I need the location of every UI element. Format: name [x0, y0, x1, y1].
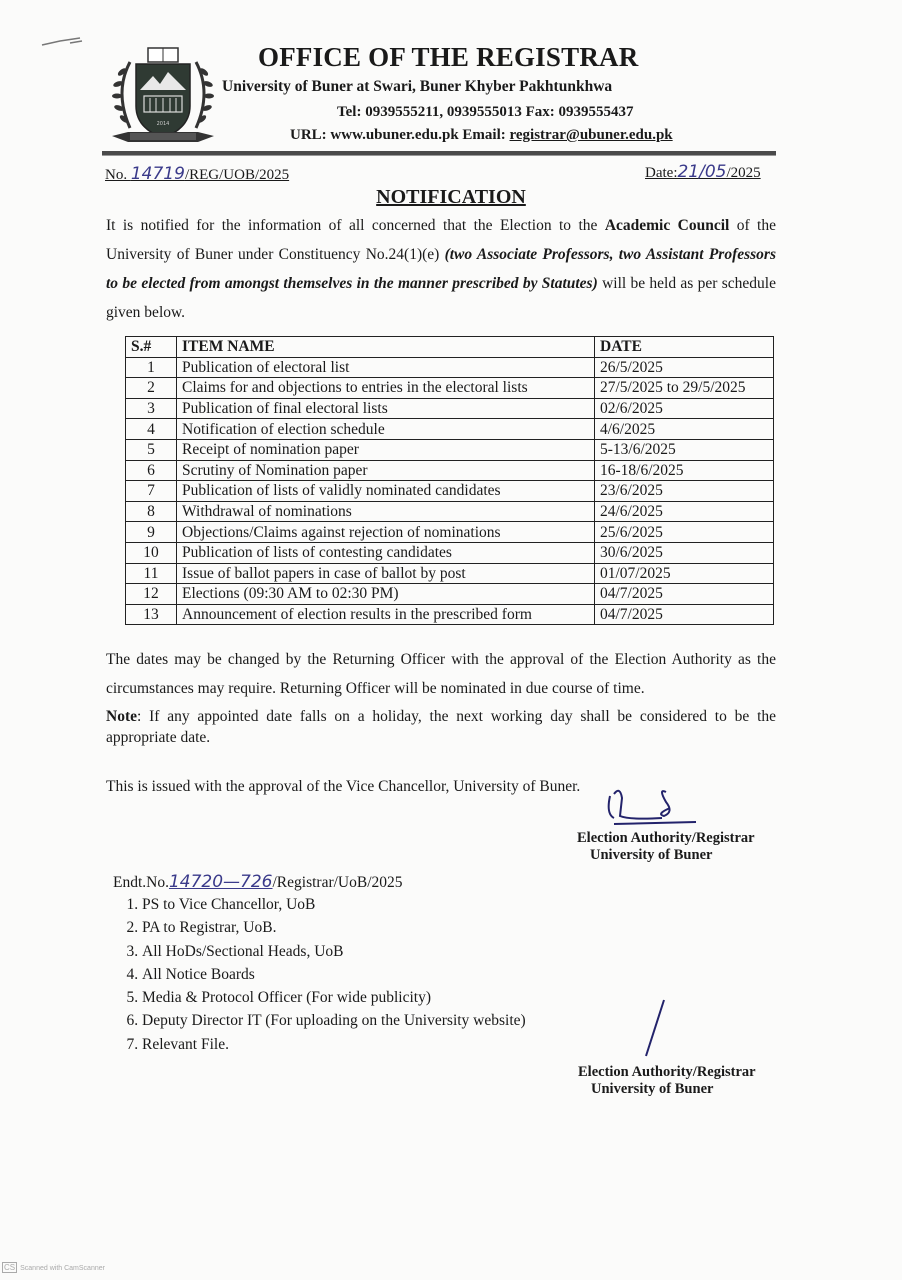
row-date: 04/7/2025 [595, 584, 774, 605]
table-row [126, 398, 774, 419]
table-row [126, 501, 774, 522]
notification-date [645, 162, 761, 182]
distribution-item: 5. Media & Protocol Officer (For wide publicity) [142, 986, 526, 1009]
election-schedule-table [125, 336, 774, 625]
row-item: Receipt of nomination paper [177, 439, 595, 460]
row-date: 23/6/2025 [595, 481, 774, 502]
distribution-item: 3. All HoDs/Sectional Heads, UoB [142, 940, 526, 963]
date-label: Date: [645, 165, 678, 181]
endorsement-prefix: Endt.No. [113, 874, 169, 891]
signatory-title: Election Authority/Registrar [577, 830, 755, 846]
intro-text-1: It is notified for the information of all concerned that the Election to the [106, 217, 605, 234]
reference-suffix: /REG/UOB/2025 [184, 167, 290, 183]
row-sn: 7 [126, 481, 177, 502]
row-sn: 1 [126, 357, 177, 378]
row-date: 01/07/2025 [595, 563, 774, 584]
reference-prefix: No. [105, 167, 131, 183]
row-date: 16-18/6/2025 [595, 460, 774, 481]
table-row [126, 584, 774, 605]
row-item: Publication of lists of contesting candidates [177, 542, 595, 563]
email-link[interactable]: registrar@ubuner.edu.pk [509, 127, 673, 143]
university-crest-icon [108, 42, 218, 150]
signatory-org-2: University of Buner [591, 1081, 714, 1097]
row-date: 4/6/2025 [595, 419, 774, 440]
reference-number [105, 164, 289, 184]
row-sn: 6 [126, 460, 177, 481]
note-text: : If any appointed date falls on a holiday, the next working day shall be considered to be the appropriate date. [106, 708, 776, 746]
row-item: Publication of final electoral lists [177, 398, 595, 419]
header-date: DATE [595, 337, 774, 358]
row-sn: 8 [126, 501, 177, 522]
signatory-block [577, 830, 755, 864]
endorsement-number [113, 872, 403, 892]
signatory-org: University of Buner [590, 847, 713, 863]
row-date: 02/6/2025 [595, 398, 774, 419]
handwritten-endorsement: 14720—726 [168, 872, 273, 892]
table-header-row [126, 337, 774, 358]
row-sn: 2 [126, 378, 177, 399]
table-row [126, 419, 774, 440]
handwritten-date: 21/05 [677, 162, 727, 182]
office-title: OFFICE OF THE REGISTRAR [258, 42, 639, 72]
intro-text-2: of the University of Buner under Constituency No.24(1)(e) [106, 217, 776, 263]
row-date: 30/6/2025 [595, 542, 774, 563]
table-row [126, 481, 774, 502]
row-date: 25/6/2025 [595, 522, 774, 543]
table-row [126, 357, 774, 378]
distribution-item: 6. Deputy Director IT (For uploading on the University website) [142, 1009, 526, 1032]
table-row [126, 460, 774, 481]
constituency-detail: (two Associate Professors, two Assistant Professors to be elected from amongst themselves in the manner prescribed by Statutes) [106, 246, 776, 292]
university-address: University of Buner at Swari, Buner Khyber Pakhtunkhwa [222, 78, 613, 95]
row-sn: 12 [126, 584, 177, 605]
signatory-block-2 [578, 1064, 756, 1098]
distribution-item: 4. All Notice Boards [142, 963, 526, 986]
row-sn: 13 [126, 604, 177, 625]
row-item: Withdrawal of nominations [177, 501, 595, 522]
watermark-text: Scanned with CamScanner [20, 1265, 105, 1272]
url-label: URL: www.ubuner.edu.pk Email: [290, 127, 510, 143]
pen-mark-icon [40, 35, 85, 49]
row-sn: 9 [126, 522, 177, 543]
row-date: 5-13/6/2025 [595, 439, 774, 460]
table-row [126, 604, 774, 625]
notification-title: NOTIFICATION [376, 186, 526, 208]
note-paragraph [106, 706, 776, 748]
header-divider [102, 151, 776, 156]
row-item: Elections (09:30 AM to 02:30 PM) [177, 584, 595, 605]
row-sn: 3 [126, 398, 177, 419]
row-sn: 4 [126, 419, 177, 440]
row-date: 04/7/2025 [595, 604, 774, 625]
distribution-item: 2. PA to Registrar, UoB. [142, 916, 526, 939]
table-row [126, 522, 774, 543]
svg-text:2014: 2014 [156, 121, 170, 127]
row-item: Issue of ballot papers in case of ballot by post [177, 563, 595, 584]
row-date: 24/6/2025 [595, 501, 774, 522]
intro-text-3: will be held as per schedule given below. [106, 275, 776, 321]
header-sn: S.# [126, 337, 177, 358]
row-sn: 10 [126, 542, 177, 563]
endorsement-suffix: /Registrar/UoB/2025 [272, 874, 403, 891]
row-item: Publication of lists of validly nominated candidates [177, 481, 595, 502]
web-and-email [290, 127, 673, 144]
row-item: Claims for and objections to entries in the electoral lists [177, 378, 595, 399]
intro-paragraph [106, 211, 776, 327]
header-item: ITEM NAME [177, 337, 595, 358]
scanner-watermark [2, 1262, 105, 1273]
table-row [126, 542, 774, 563]
row-date: 27/5/2025 to 29/5/2025 [595, 378, 774, 399]
row-item: Publication of electoral list [177, 357, 595, 378]
initial-mark-icon [640, 998, 670, 1058]
table-row [126, 563, 774, 584]
handwritten-reference: 14719 [130, 164, 185, 184]
date-year: /2025 [726, 165, 761, 181]
academic-council: Academic Council [604, 217, 730, 234]
notification-heading [0, 186, 902, 209]
distribution-item: 1. PS to Vice Chancellor, UoB [142, 893, 526, 916]
approval-paragraph: This is issued with the approval of the Vice Chancellor, University of Buner. [106, 778, 581, 795]
note-label: Note [106, 708, 137, 725]
row-date: 26/5/2025 [595, 357, 774, 378]
table-row [126, 378, 774, 399]
row-item: Scrutiny of Nomination paper [177, 460, 595, 481]
dates-change-paragraph: The dates may be changed by the Returning Officer with the approval of the Election Authority as the circumstances may require. Returning Officer will be nominated in due course of time. [106, 651, 776, 697]
row-item: Notification of election schedule [177, 419, 595, 440]
row-sn: 5 [126, 439, 177, 460]
row-sn: 11 [126, 563, 177, 584]
table-row [126, 439, 774, 460]
row-item: Announcement of election results in the prescribed form [177, 604, 595, 625]
row-item: Objections/Claims against rejection of nominations [177, 522, 595, 543]
distribution-list [116, 893, 526, 1056]
signatory-title-2: Election Authority/Registrar [578, 1064, 756, 1080]
camscanner-logo-icon: CS [4, 1263, 16, 1272]
distribution-item: 7. Relevant File. [142, 1033, 526, 1056]
contact-numbers: Tel: 0939555211, 0939555013 Fax: 0939555437 [337, 104, 634, 120]
signature-icon [600, 784, 710, 834]
